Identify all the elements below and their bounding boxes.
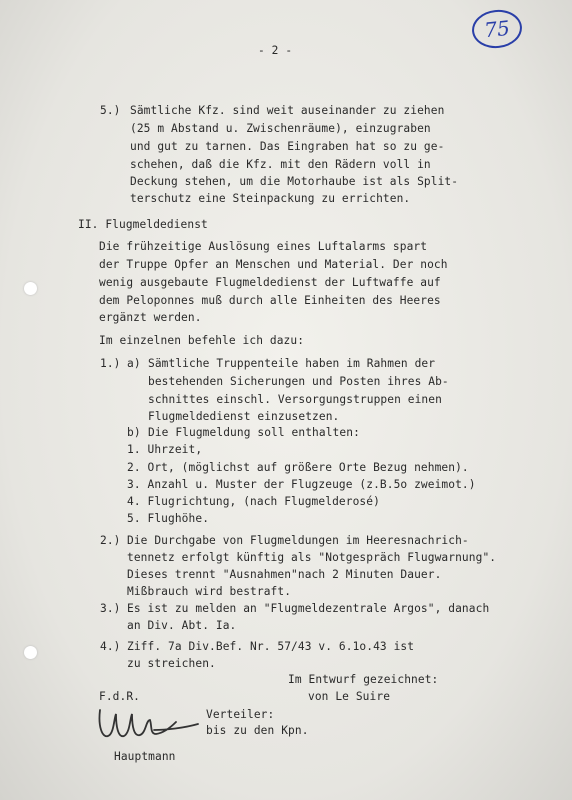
text-line: Deckung stehen, um die Motorhaube ist als Split-	[130, 175, 459, 188]
subitem-marker: a)	[127, 357, 141, 370]
text-line: Die frühzeitige Auslösung eines Luftalarms spart	[99, 240, 428, 253]
text-line: Ziff. 7a Div.Bef. Nr. 57/43 v. 6.1o.43 ist	[127, 640, 415, 653]
subitem-marker: b)	[127, 426, 141, 439]
text-line: zu streichen.	[127, 657, 216, 670]
text-line: schehen, daß die Kfz. mit den Rädern voll in	[130, 158, 431, 171]
list-item: 3. Anzahl u. Muster der Flugzeuge (z.B.5o zweimot.)	[127, 478, 476, 491]
list-item: 2. Ort, (möglichst auf größere Orte Bezug nehmen).	[127, 461, 469, 474]
text-line: Flugmeldedienst einzusetzen.	[148, 410, 340, 423]
text-line: Mißbrauch wird bestraft.	[127, 585, 292, 598]
text-line: Die Flugmeldung soll enthalten:	[148, 426, 360, 439]
punch-hole	[24, 646, 37, 659]
item-marker: 1.)	[100, 357, 121, 370]
text-line: (25 m Abstand u. Zwischenräume), einzugraben	[130, 122, 431, 135]
text-line: Dieses trennt "Ausnahmen"nach 2 Minuten Dauer.	[127, 568, 442, 581]
text-line: bestehenden Sicherungen und Posten ihres Ab-	[148, 375, 449, 388]
text-line: terschutz eine Steinpackung zu errichten.	[130, 192, 411, 205]
text-line: Es ist zu melden an "Flugmeldezentrale Argos", danach	[127, 602, 490, 615]
text-line: Sämtliche Kfz. sind weit auseinander zu ziehen	[130, 104, 445, 117]
folio-stamp: 75	[470, 7, 524, 50]
text-line: Die Durchgabe von Flugmeldungen im Heeresnachrich-	[127, 534, 469, 547]
section-marker: 5.)	[100, 104, 121, 117]
page-number: - 2 -	[258, 44, 293, 57]
text-line: Sämtliche Truppenteile haben im Rahmen der	[148, 357, 436, 370]
rank-label: Hauptmann	[114, 750, 176, 763]
distribution-value: bis zu den Kpn.	[206, 724, 309, 737]
fdr-label: F.d.R.	[99, 690, 141, 703]
list-item: 1. Uhrzeit,	[127, 443, 203, 456]
signer-name: von Le Suire	[308, 690, 391, 703]
text-line: tennetz erfolgt künftig als "Notgespräch Flugwarnung".	[127, 551, 497, 564]
text-line: ergänzt werden.	[99, 311, 202, 324]
item-marker: 3.)	[100, 602, 121, 615]
text-line: und gut zu tarnen. Das Eingraben hat so zu ge-	[130, 140, 445, 153]
text-line: schnittes einschl. Versorgungstruppen einen	[148, 393, 442, 406]
list-item: 5. Flughöhe.	[127, 512, 210, 525]
section-heading: II. Flugmeldedienst	[78, 218, 208, 231]
item-marker: 2.)	[100, 534, 121, 547]
list-item: 4. Flugrichtung, (nach Flugmelderosé)	[127, 495, 380, 508]
punch-hole	[24, 282, 37, 295]
distribution-label: Verteiler:	[206, 708, 275, 721]
item-marker: 4.)	[100, 640, 121, 653]
text-line: an Div. Abt. Ia.	[127, 619, 237, 632]
draft-note: Im Entwurf gezeichnet:	[288, 673, 439, 686]
order-intro: Im einzelnen befehle ich dazu:	[99, 334, 305, 347]
text-line: wenig ausgebaute Flugmeldedienst der Luftwaffe auf	[99, 276, 441, 289]
text-line: der Truppe Opfer an Menschen und Material. Der noch	[99, 258, 448, 271]
handwritten-signature	[94, 700, 204, 748]
text-line: dem Peloponnes muß durch alle Einheiten des Heeres	[99, 294, 441, 307]
